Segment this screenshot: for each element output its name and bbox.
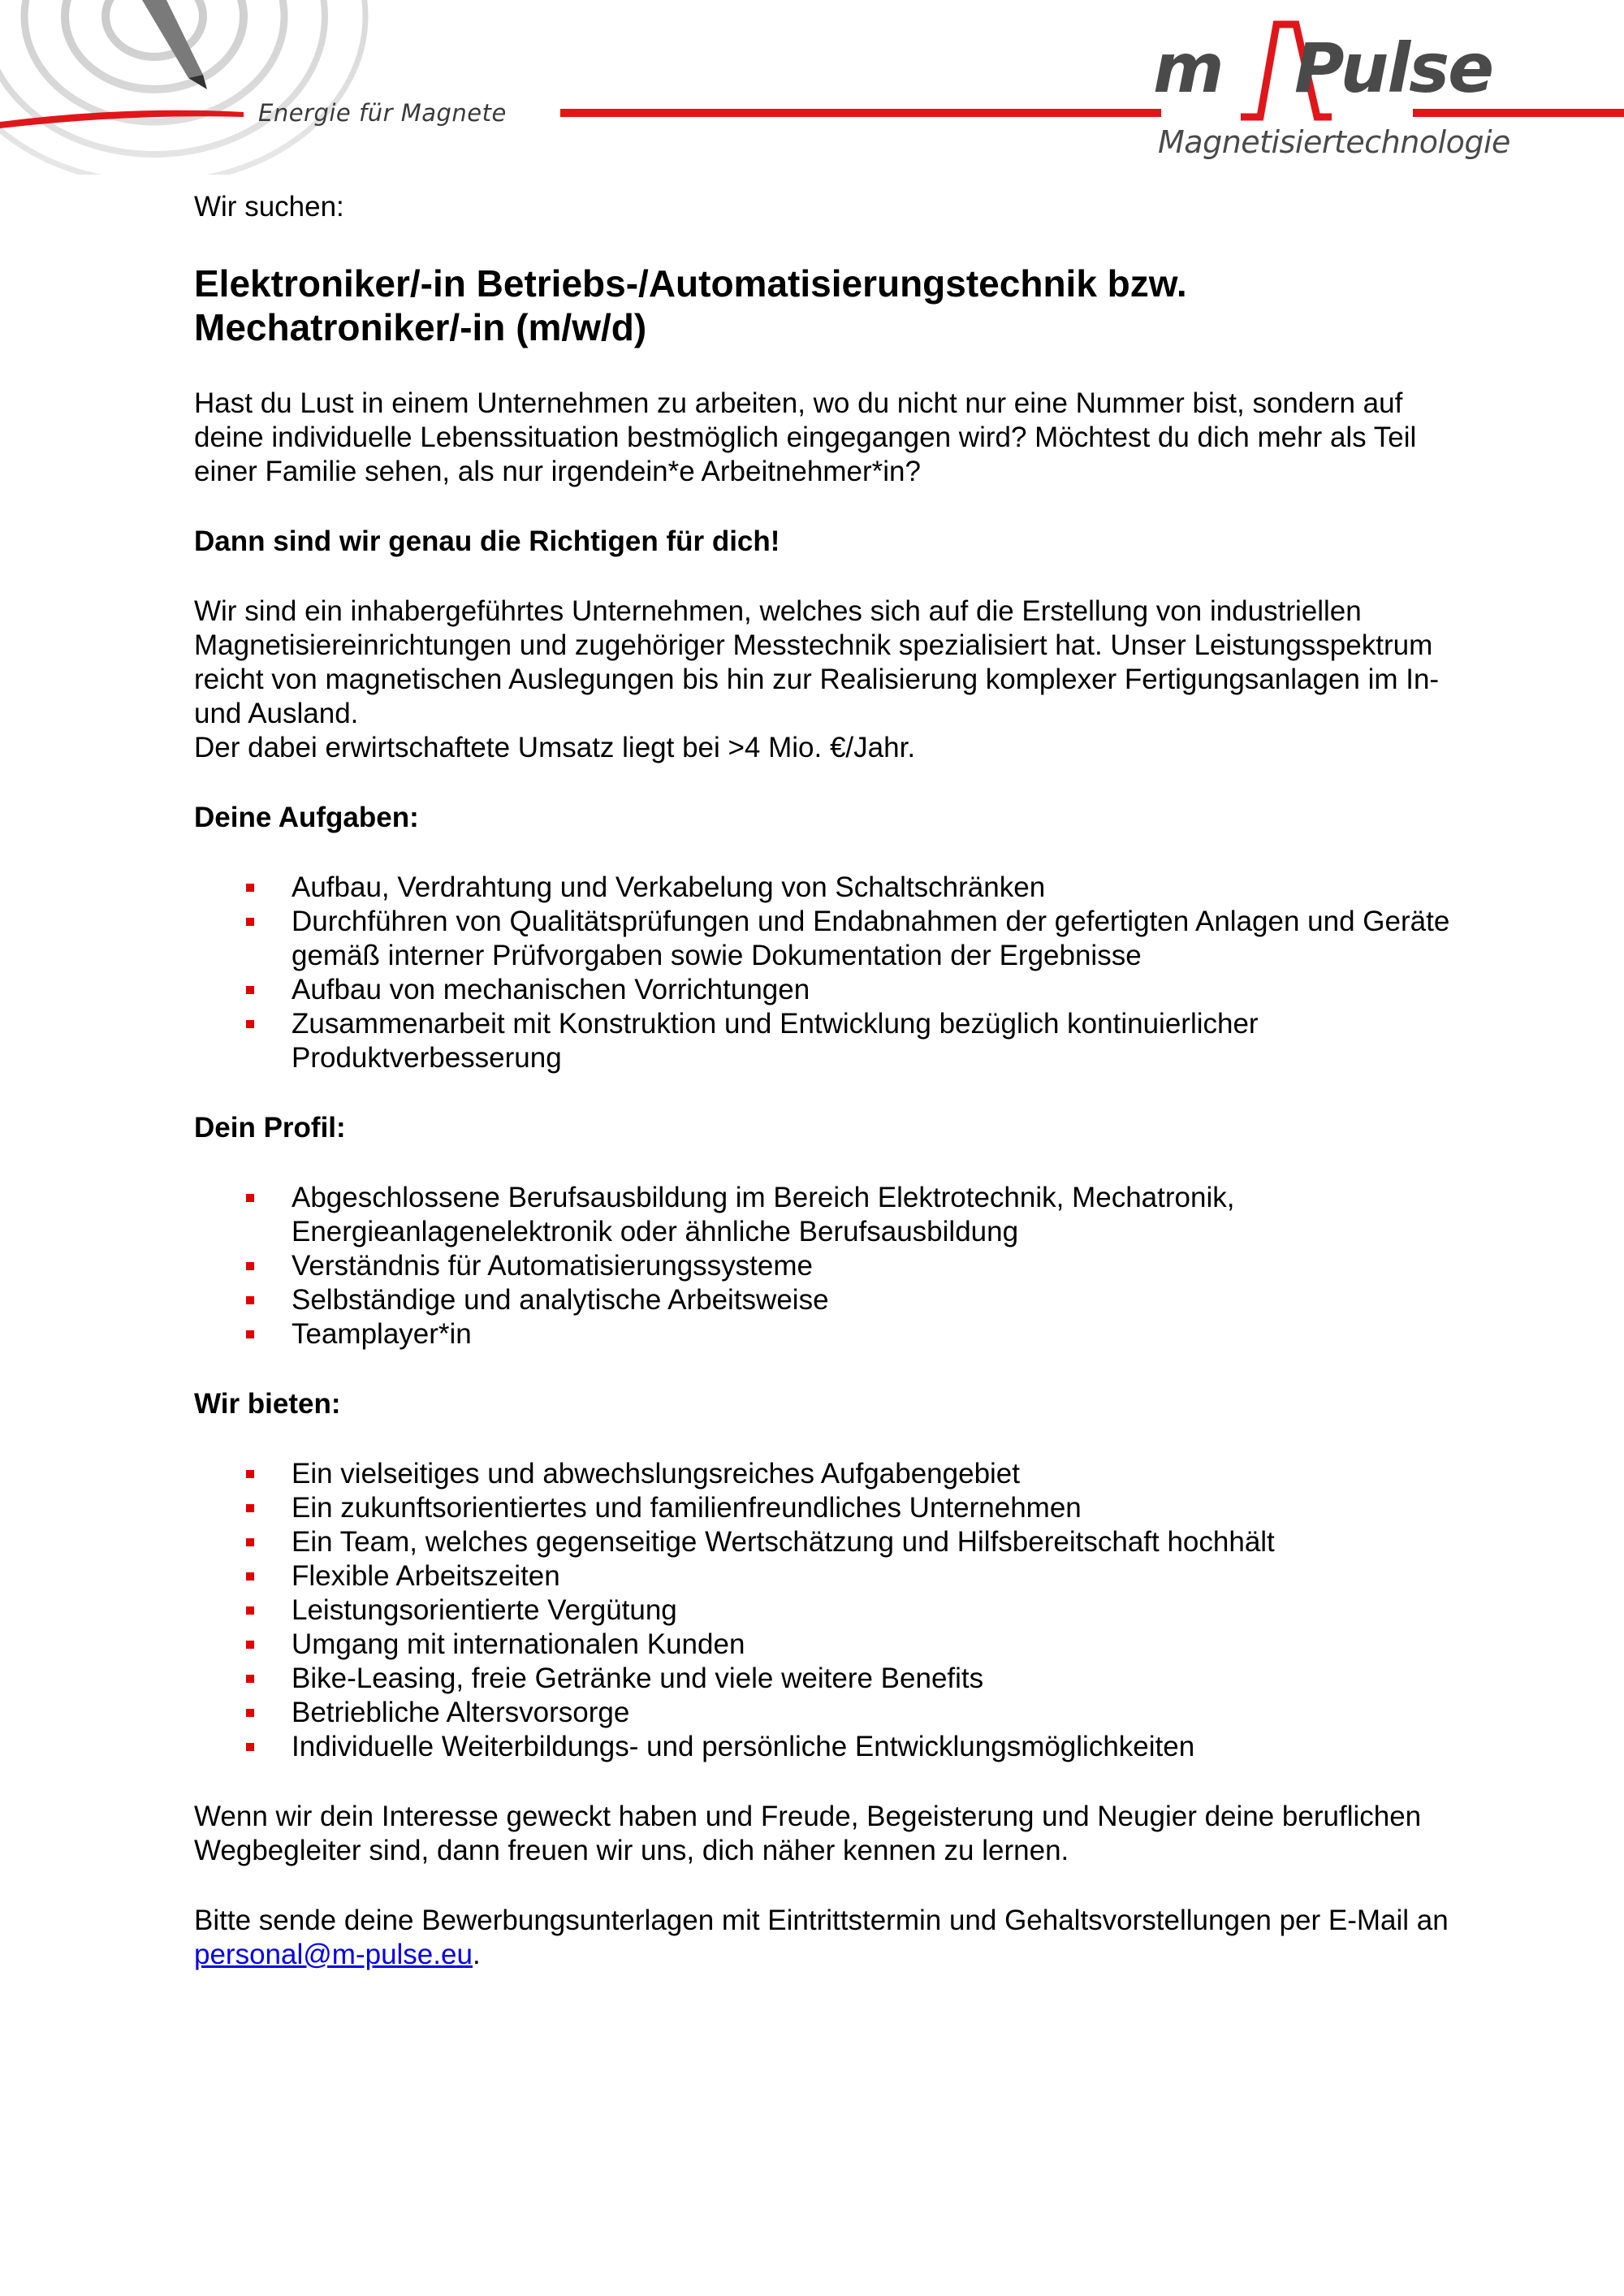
list-item [292, 1181, 1461, 1249]
list-item-text: Ein vielseitiges und abwechslungsreiches Aufgabengebiet [292, 1458, 1020, 1490]
job-title [194, 262, 1461, 349]
list-item [292, 973, 1461, 1007]
bullet-icon [246, 1504, 254, 1512]
tagline: Energie für Magnete [258, 99, 507, 127]
list-item-text: Verständnis für Automatisierungssysteme [292, 1250, 813, 1282]
list-item [292, 1662, 1461, 1696]
revenue-line: Der dabei erwirtschaftete Umsatz liegt bei >4 Mio. €/Jahr. [194, 732, 916, 763]
list-item-text: Ein Team, welches gegenseitige Wertschätzung und Hilfsbereitschaft hochhält [292, 1526, 1275, 1558]
company-paragraph [194, 595, 1461, 765]
job-title-line-2: Mechatroniker/-in (m/w/d) [194, 306, 647, 348]
brand-subtitle: Magnetisiertechnologie [1158, 124, 1510, 160]
list-item-text: Umgang mit internationalen Kunden [292, 1628, 745, 1660]
bullet-icon [246, 1675, 254, 1683]
list-item [292, 871, 1461, 905]
list-item [292, 1730, 1461, 1764]
bullet-icon [246, 1743, 254, 1751]
section-heading-profil: Dein Profil: [194, 1112, 346, 1144]
profil-list [194, 1181, 1461, 1351]
bieten-list [194, 1457, 1461, 1764]
intro-paragraph: Hast du Lust in einem Unternehmen zu arbeiten, wo du nicht nur eine Nummer bist, sondern auf deine individuelle Lebenssituation bestmöglich eingegangen wird? Möchtest du dich mehr als Teil einer Familie sehen, als nur irgendein*e Arbeitnehmer*in? [194, 387, 1417, 487]
brand-pulse: Pulse [1294, 28, 1493, 108]
list-item [292, 1317, 1461, 1351]
bullet-icon [246, 1641, 254, 1649]
closing-paragraph: Wenn wir dein Interesse geweckt haben und Freude, Begeisterung und Neugier deine beruflichen Wegbegleiter sind, dann freuen wir uns, dich näher kennen zu lernen. [194, 1801, 1422, 1866]
list-item [292, 1593, 1461, 1628]
apply-paragraph [194, 1904, 1461, 1972]
list-item-text: Betriebliche Altersvorsorge [292, 1697, 630, 1728]
bullet-icon [246, 1572, 254, 1580]
highlight-text: Dann sind wir genau die Richtigen für dich! [194, 525, 780, 557]
list-item-text: Abgeschlossene Berufsausbildung im Bereich Elektrotechnik, Mechatronik, Energieanlagenelektronik oder ähnliche Berufsausbildung [292, 1182, 1235, 1247]
list-item [292, 1696, 1461, 1730]
list-item-text: Flexible Arbeitszeiten [292, 1560, 560, 1592]
apply-end: . [472, 1939, 481, 1970]
bullet-icon [246, 1709, 254, 1717]
bullet-icon [246, 1262, 254, 1270]
red-line [560, 109, 1161, 117]
document-body [194, 190, 1461, 2008]
list-item-text: Leistungsorientierte Vergütung [292, 1594, 677, 1626]
intro-text: Wir suchen: [194, 191, 344, 223]
bullet-icon [246, 1330, 254, 1338]
bullet-icon [246, 884, 254, 892]
bullet-icon [246, 1470, 254, 1478]
bullet-icon [246, 1194, 254, 1202]
list-item [292, 1007, 1461, 1075]
email-link[interactable]: personal@m-pulse.eu [194, 1939, 473, 1970]
list-item-text: Zusammenarbeit mit Konstruktion und Entwicklung bezüglich kontinuierlicher Produktverbesserung [292, 1008, 1259, 1074]
company-description: Wir sind ein inhabergeführtes Unternehmen, welches sich auf die Erstellung von industriellen Magnetisiereinrichtungen und zugehöriger Messtechnik spezialisiert hat. Unser Leistungsspektrum reicht von magnetischen Auslegungen bis hin zur Realisierung komplexer Fertigungsanlagen im In- und Ausland. [194, 595, 1440, 729]
list-item-text: Aufbau von mechanischen Vorrichtungen [292, 974, 810, 1005]
bullet-icon [246, 1296, 254, 1304]
list-item-text: Aufbau, Verdrahtung und Verkabelung von Schaltschränken [292, 871, 1046, 903]
bullet-icon [246, 986, 254, 994]
page-header [0, 0, 1624, 175]
brand-logo [1153, 28, 1493, 108]
list-item-text: Selbständige und analytische Arbeitsweise [292, 1284, 829, 1316]
list-item [292, 1628, 1461, 1662]
list-item [292, 905, 1461, 973]
list-item [292, 1559, 1461, 1593]
list-item [292, 1525, 1461, 1559]
bullet-icon [246, 1538, 254, 1546]
list-item-text: Durchführen von Qualitätsprüfungen und Endabnahmen der gefertigten Anlagen und Geräte gemäß interner Prüfvorgaben sowie Dokumentation der Ergebnisse [292, 906, 1450, 971]
section-heading-aufgaben: Deine Aufgaben: [194, 802, 419, 833]
list-item-text: Teamplayer*in [292, 1318, 472, 1350]
list-item [292, 1457, 1461, 1491]
list-item [292, 1283, 1461, 1317]
bullet-icon [246, 918, 254, 926]
apply-text: Bitte sende deine Bewerbungsunterlagen mit Eintrittstermin und Gehaltsvorstellungen per E-Mail an [194, 1905, 1449, 1936]
list-item [292, 1249, 1461, 1283]
list-item-text: Bike-Leasing, freie Getränke und viele weitere Benefits [292, 1663, 984, 1694]
job-title-line-1: Elektroniker/-in Betriebs-/Automatisierungstechnik bzw. [194, 262, 1187, 305]
section-heading-bieten: Wir bieten: [194, 1388, 341, 1420]
list-item-text: Individuelle Weiterbildungs- und persönliche Entwicklungsmöglichkeiten [292, 1731, 1195, 1762]
list-item [292, 1491, 1461, 1525]
list-item-text: Ein zukunftsorientiertes und familienfreundliches Unternehmen [292, 1492, 1082, 1524]
brand-m: m [1153, 28, 1223, 108]
bullet-icon [246, 1020, 254, 1028]
aufgaben-list [194, 871, 1461, 1075]
bullet-icon [246, 1606, 254, 1615]
